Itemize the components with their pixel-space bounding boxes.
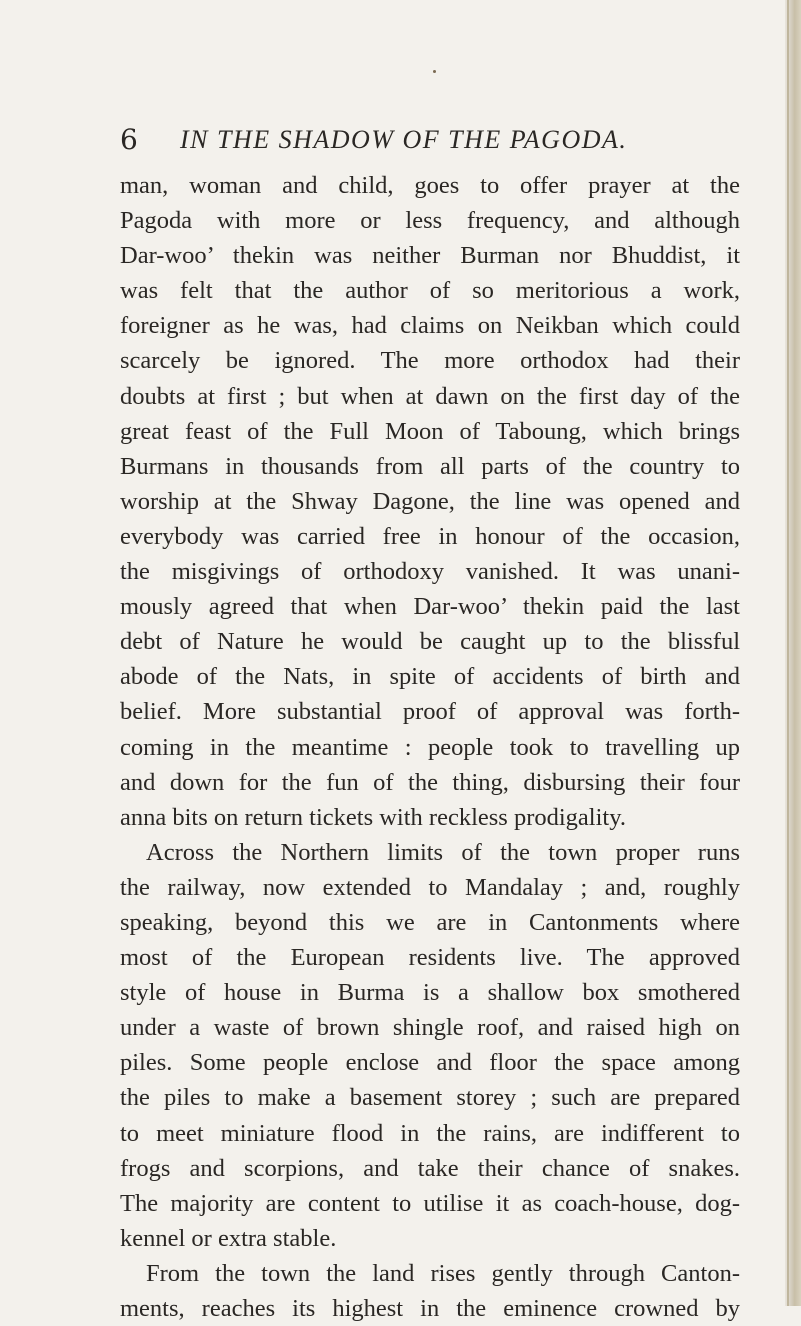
running-head: IN THE SHADOW OF THE PAGODA.	[180, 125, 628, 154]
text-line: to meet miniature flood in the rains, are indifferent to	[120, 1119, 740, 1147]
text-line: Dar-woo’ thekin was neither Burman nor Bhuddist, it	[120, 242, 740, 270]
page-number: 6	[120, 123, 138, 156]
text-line: great feast of the Full Moon of Taboung, which brings	[120, 417, 740, 445]
text-line: scarcely be ignored. The more orthodox had their	[120, 347, 740, 375]
page-edge-shadow	[787, 0, 789, 1306]
text-line: speaking, beyond this we are in Cantonments where	[120, 908, 740, 936]
text-line: style of house in Burma is a shallow box smothered	[120, 979, 740, 1007]
text-line: ments, reaches its highest in the eminence crowned by	[120, 1295, 740, 1322]
text-line: everybody was carried free in honour of the occasion,	[120, 522, 740, 550]
print-speck	[433, 70, 436, 73]
text-line: belief. More substantial proof of approval was forth-	[120, 698, 740, 726]
text-line: Pagoda with more or less frequency, and although	[120, 207, 740, 235]
text-line: the piles to make a basement storey ; such are prepared	[120, 1084, 740, 1112]
text-line: foreigner as he was, had claims on Neikban which could	[120, 312, 740, 340]
text-line: frogs and scorpions, and take their chance of snakes.	[120, 1154, 740, 1182]
text-line: Across the Northern limits of the town proper runs	[146, 838, 740, 866]
text-line: The majority are content to utilise it as coach-house, dog-	[120, 1189, 740, 1217]
text-line: doubts at first ; but when at dawn on the first day of the	[120, 382, 740, 410]
text-line: Burmans in thousands from all parts of the country to	[120, 452, 740, 480]
text-line: under a waste of brown shingle roof, and raised high on	[120, 1014, 740, 1042]
text-line: anna bits on return tickets with reckless prodigality.	[120, 803, 626, 831]
text-line: worship at the Shway Dagone, the line was opened and	[120, 487, 740, 515]
text-line: From the town the land rises gently through Canton-	[146, 1259, 740, 1287]
text-line: coming in the meantime : people took to travelling up	[120, 733, 740, 761]
text-line: most of the European residents live. The approved	[120, 944, 740, 972]
text-line: the railway, now extended to Mandalay ; and, roughly	[120, 873, 740, 901]
text-line: was felt that the author of so meritorious a work,	[120, 277, 740, 305]
text-line: piles. Some people enclose and floor the space among	[120, 1049, 740, 1077]
text-line: abode of the Nats, in spite of accidents of birth and	[120, 663, 740, 691]
text-line: kennel or extra stable.	[120, 1224, 337, 1252]
page-header	[120, 120, 720, 160]
text-line: and down for the fun of the thing, disbursing their four	[120, 768, 740, 796]
text-line: the misgivings of orthodoxy vanished. It was unani-	[120, 558, 740, 586]
text-line: debt of Nature he would be caught up to the blissful	[120, 628, 740, 656]
body-text	[120, 168, 740, 1326]
text-line: mously agreed that when Dar-woo’ thekin paid the last	[120, 593, 740, 621]
text-line: man, woman and child, goes to offer prayer at the	[120, 172, 740, 199]
